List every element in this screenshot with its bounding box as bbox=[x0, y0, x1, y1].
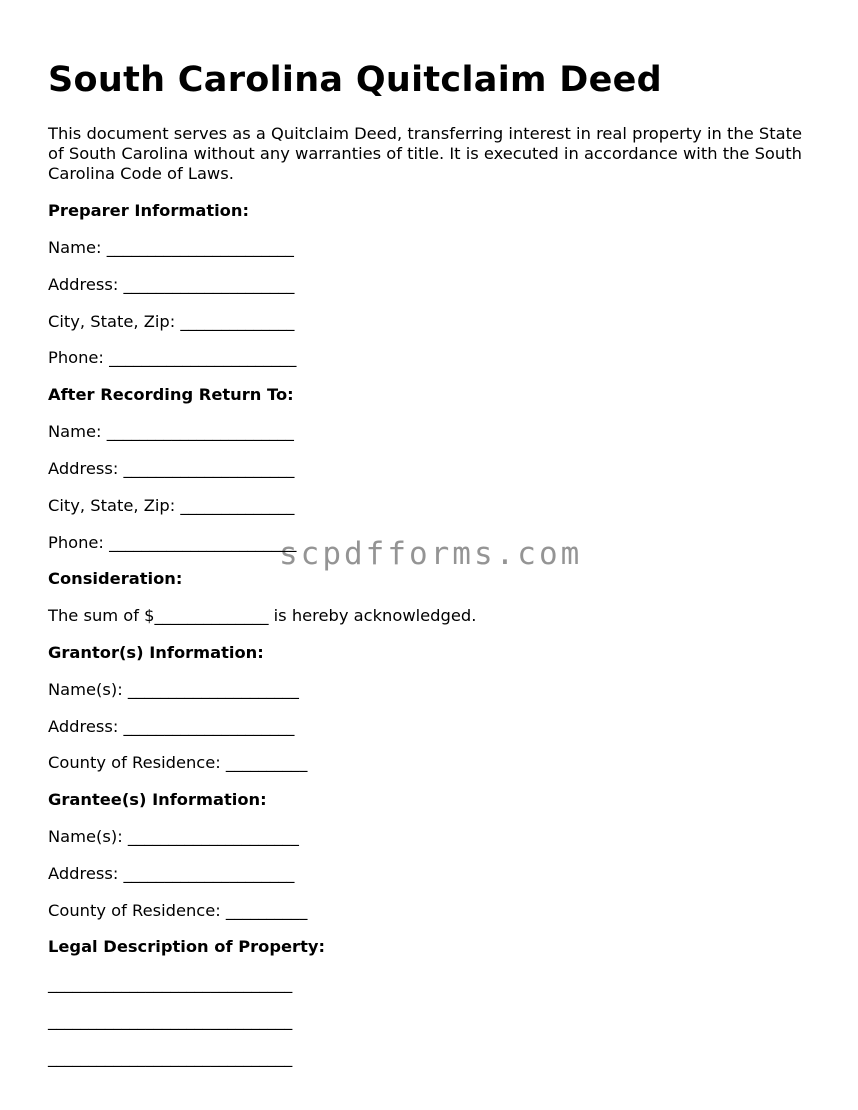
grantor-address-field[interactable]: Address: _____________________ bbox=[48, 717, 295, 736]
return-name-field[interactable]: Name: _______________________ bbox=[48, 422, 294, 441]
preparer-heading: Preparer Information: bbox=[48, 201, 249, 220]
legal-description-line[interactable]: ______________________________ bbox=[48, 974, 293, 993]
grantee-address-field[interactable]: Address: _____________________ bbox=[48, 864, 295, 883]
grantee-names-field[interactable]: Name(s): _____________________ bbox=[48, 827, 299, 846]
grantee-heading: Grantee(s) Information: bbox=[48, 790, 267, 809]
return-phone-field[interactable]: Phone: _______________________ bbox=[48, 533, 297, 552]
return-address-field[interactable]: Address: _____________________ bbox=[48, 459, 295, 478]
preparer-city-field[interactable]: City, State, Zip: ______________ bbox=[48, 312, 295, 331]
grantor-names-field[interactable]: Name(s): _____________________ bbox=[48, 680, 299, 699]
preparer-name-field[interactable]: Name: _______________________ bbox=[48, 238, 294, 257]
watermark: scpdfforms.com bbox=[279, 536, 583, 572]
return-city-field[interactable]: City, State, Zip: ______________ bbox=[48, 496, 295, 515]
grantee-county-field[interactable]: County of Residence: __________ bbox=[48, 901, 308, 920]
legal-description-line[interactable]: ______________________________ bbox=[48, 1011, 293, 1030]
intro-paragraph: This document serves as a Quitclaim Deed, transferring interest in real property in the State of South Carolina without any warranties of title. It is executed in accordance with the South Carolina Code of Laws. bbox=[48, 124, 802, 183]
legal-description-line[interactable]: ______________________________ bbox=[48, 1048, 293, 1067]
preparer-address-field[interactable]: Address: _____________________ bbox=[48, 275, 295, 294]
consideration-amount-field[interactable]: The sum of $______________ is hereby acknowledged. bbox=[48, 606, 477, 625]
page-title: South Carolina Quitclaim Deed bbox=[48, 60, 663, 100]
return-to-heading: After Recording Return To: bbox=[48, 385, 294, 404]
preparer-phone-field[interactable]: Phone: _______________________ bbox=[48, 348, 297, 367]
legal-description-heading: Legal Description of Property: bbox=[48, 937, 325, 956]
grantor-county-field[interactable]: County of Residence: __________ bbox=[48, 753, 308, 772]
grantor-heading: Grantor(s) Information: bbox=[48, 643, 264, 662]
consideration-heading: Consideration: bbox=[48, 569, 183, 588]
